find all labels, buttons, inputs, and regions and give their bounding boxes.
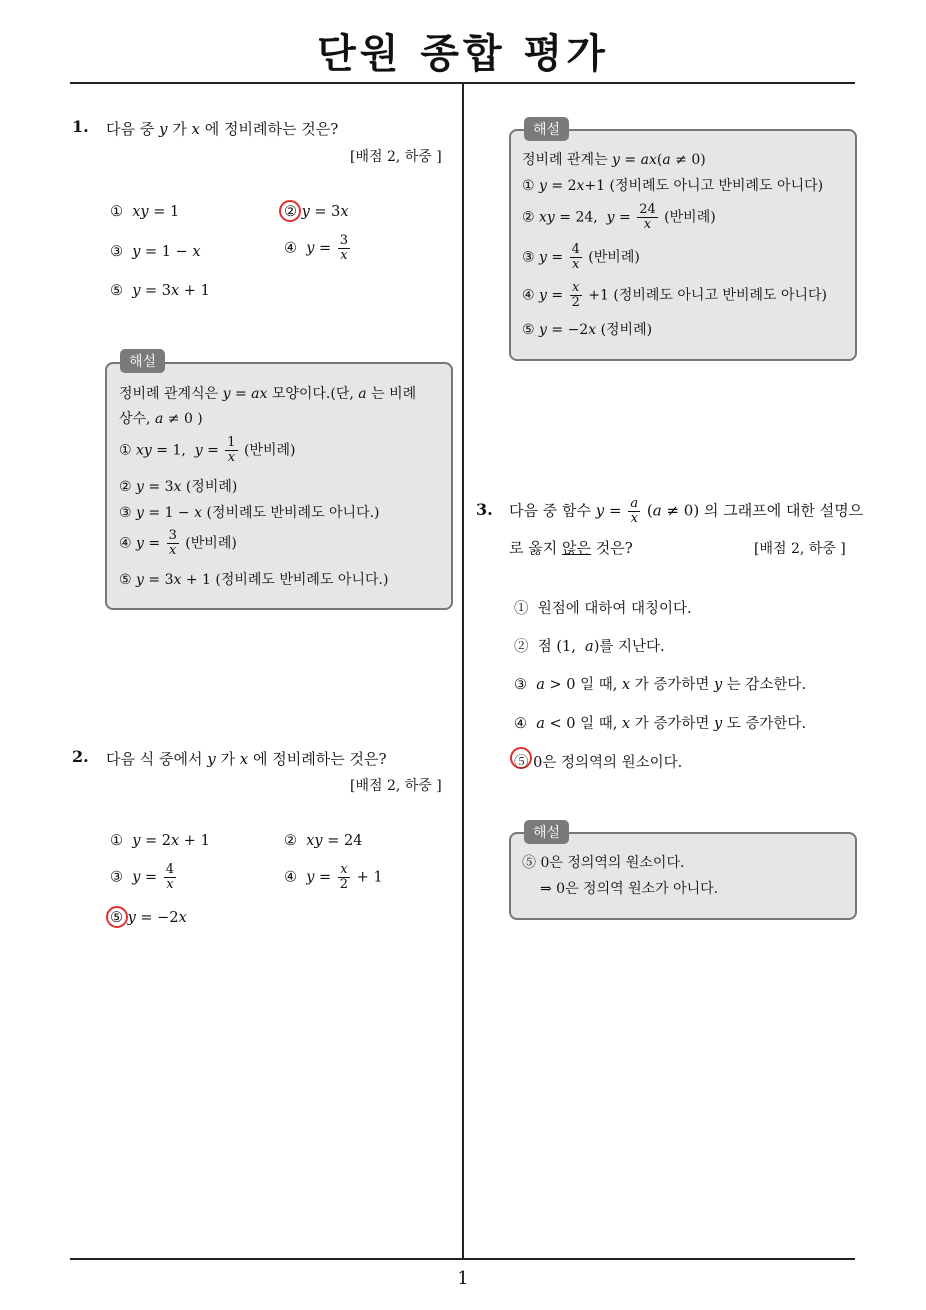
q2-choice-2[interactable]: ② xy = 24 [284,833,363,849]
footer-divider [70,1258,855,1260]
q3-choice-1[interactable]: ① 원점에 대하여 대칭이다. [514,601,692,617]
question-2-number: 2. [72,747,89,766]
q2-explain-line-1: 정비례 관계는 y = ax(a ≠ 0) [522,152,706,168]
question-3-explanation [509,832,857,920]
q2-explain-line-2: ① y = 2x+1 (정비례도 아니고 반비례도 아니다) [522,178,824,194]
column-divider [462,83,464,1258]
q2-choice-4[interactable]: ④ y = $\frac{x}{2}$ + 1 [284,862,383,892]
page-title: 단원 종합 평가 [317,31,609,77]
question-3-number: 3. [476,500,493,519]
question-1-number: 1. [72,117,89,136]
q1-explain-line-7: ⑤ y = 3x + 1 (정비례도 반비례도 아니다.) [119,572,389,588]
q2-explain-line-4: ③ y = $\frac{4}{x}$ (반비례) [522,242,640,272]
q1-explain-line-1: 정비례 관계식은 y = ax 모양이다.(단, a 는 비례 [119,386,417,402]
question-1-points: [배점 2, 하중 ] [350,149,442,165]
q1-explain-line-5: ③ y = 1 − x (정비례도 반비례도 아니다.) [119,505,380,521]
question-2-points: [배점 2, 하중 ] [350,778,442,794]
q2-choice-5[interactable]: ⑤ y = −2x [110,910,187,926]
q3-choice-5[interactable]: ⑤ 0은 정의역의 원소이다. [514,755,683,771]
q1-explain-line-2: 상수, a ≠ 0 ) [119,411,203,427]
q3-explain-line-2: ⇒ 0은 정의역 원소가 아니다. [540,881,719,897]
q1-explain-line-6: ④ y = $\frac{3}{x}$ (반비례) [119,528,237,558]
q2-explain-line-3: ② xy = 24, y = $\frac{24}{x}$ (반비례) [522,202,716,232]
question-3-points: [배점 2, 하중 ] [754,541,846,557]
explanation-tag: 해설 [524,820,569,844]
q1-choice-1[interactable]: ① xy = 1 [110,204,180,220]
explanation-tag: 해설 [524,117,569,141]
q2-choice-3[interactable]: ③ y = $\frac{4}{x}$ [110,862,175,892]
q2-choice-1[interactable]: ① y = 2x + 1 [110,833,210,849]
q3-choice-3[interactable]: ③ a > 0 일 때, x 가 증가하면 y 는 감소한다. [514,677,807,693]
q3-choice-2[interactable]: ② 점 (1, a)를 지난다. [514,639,665,655]
q1-choice-5[interactable]: ⑤ y = 3x + 1 [110,283,210,299]
page-number: 1 [457,1268,469,1289]
q1-choice-4[interactable]: ④ y = $\frac{3}{x}$ [284,233,349,263]
q1-explain-line-3: ① xy = 1, y = $\frac{1}{x}$ (반비례) [119,435,296,465]
q3-choice-4[interactable]: ④ a < 0 일 때, x 가 증가하면 y 도 증가한다. [514,716,807,732]
q2-explain-line-5: ④ y = $\frac{x}{2}$ +1 (정비례도 아니고 반비례도 아니다) [522,280,828,310]
q1-choice-2[interactable]: ② y = 3x [284,204,349,220]
question-3-text-line-1: 다음 중 함수 y = $\frac{a}{x}$ (a ≠ 0) 의 그래프에 대한 설명으 [509,496,864,526]
question-3-text-line-2: 로 옳지 않은 것은? [509,539,633,557]
question-1-text: 다음 중 y 가 x 에 정비례하는 것은? [106,120,339,138]
q3-explain-line-1: ⑤ 0은 정의역의 원소이다. [522,855,685,871]
q1-explain-line-4: ② y = 3x (정비례) [119,479,238,495]
explanation-tag: 해설 [120,349,165,373]
q1-choice-3[interactable]: ③ y = 1 − x [110,244,201,260]
q2-explain-line-6: ⑤ y = −2x (정비례) [522,322,653,338]
question-2-text: 다음 식 중에서 y 가 x 에 정비례하는 것은? [106,750,387,768]
